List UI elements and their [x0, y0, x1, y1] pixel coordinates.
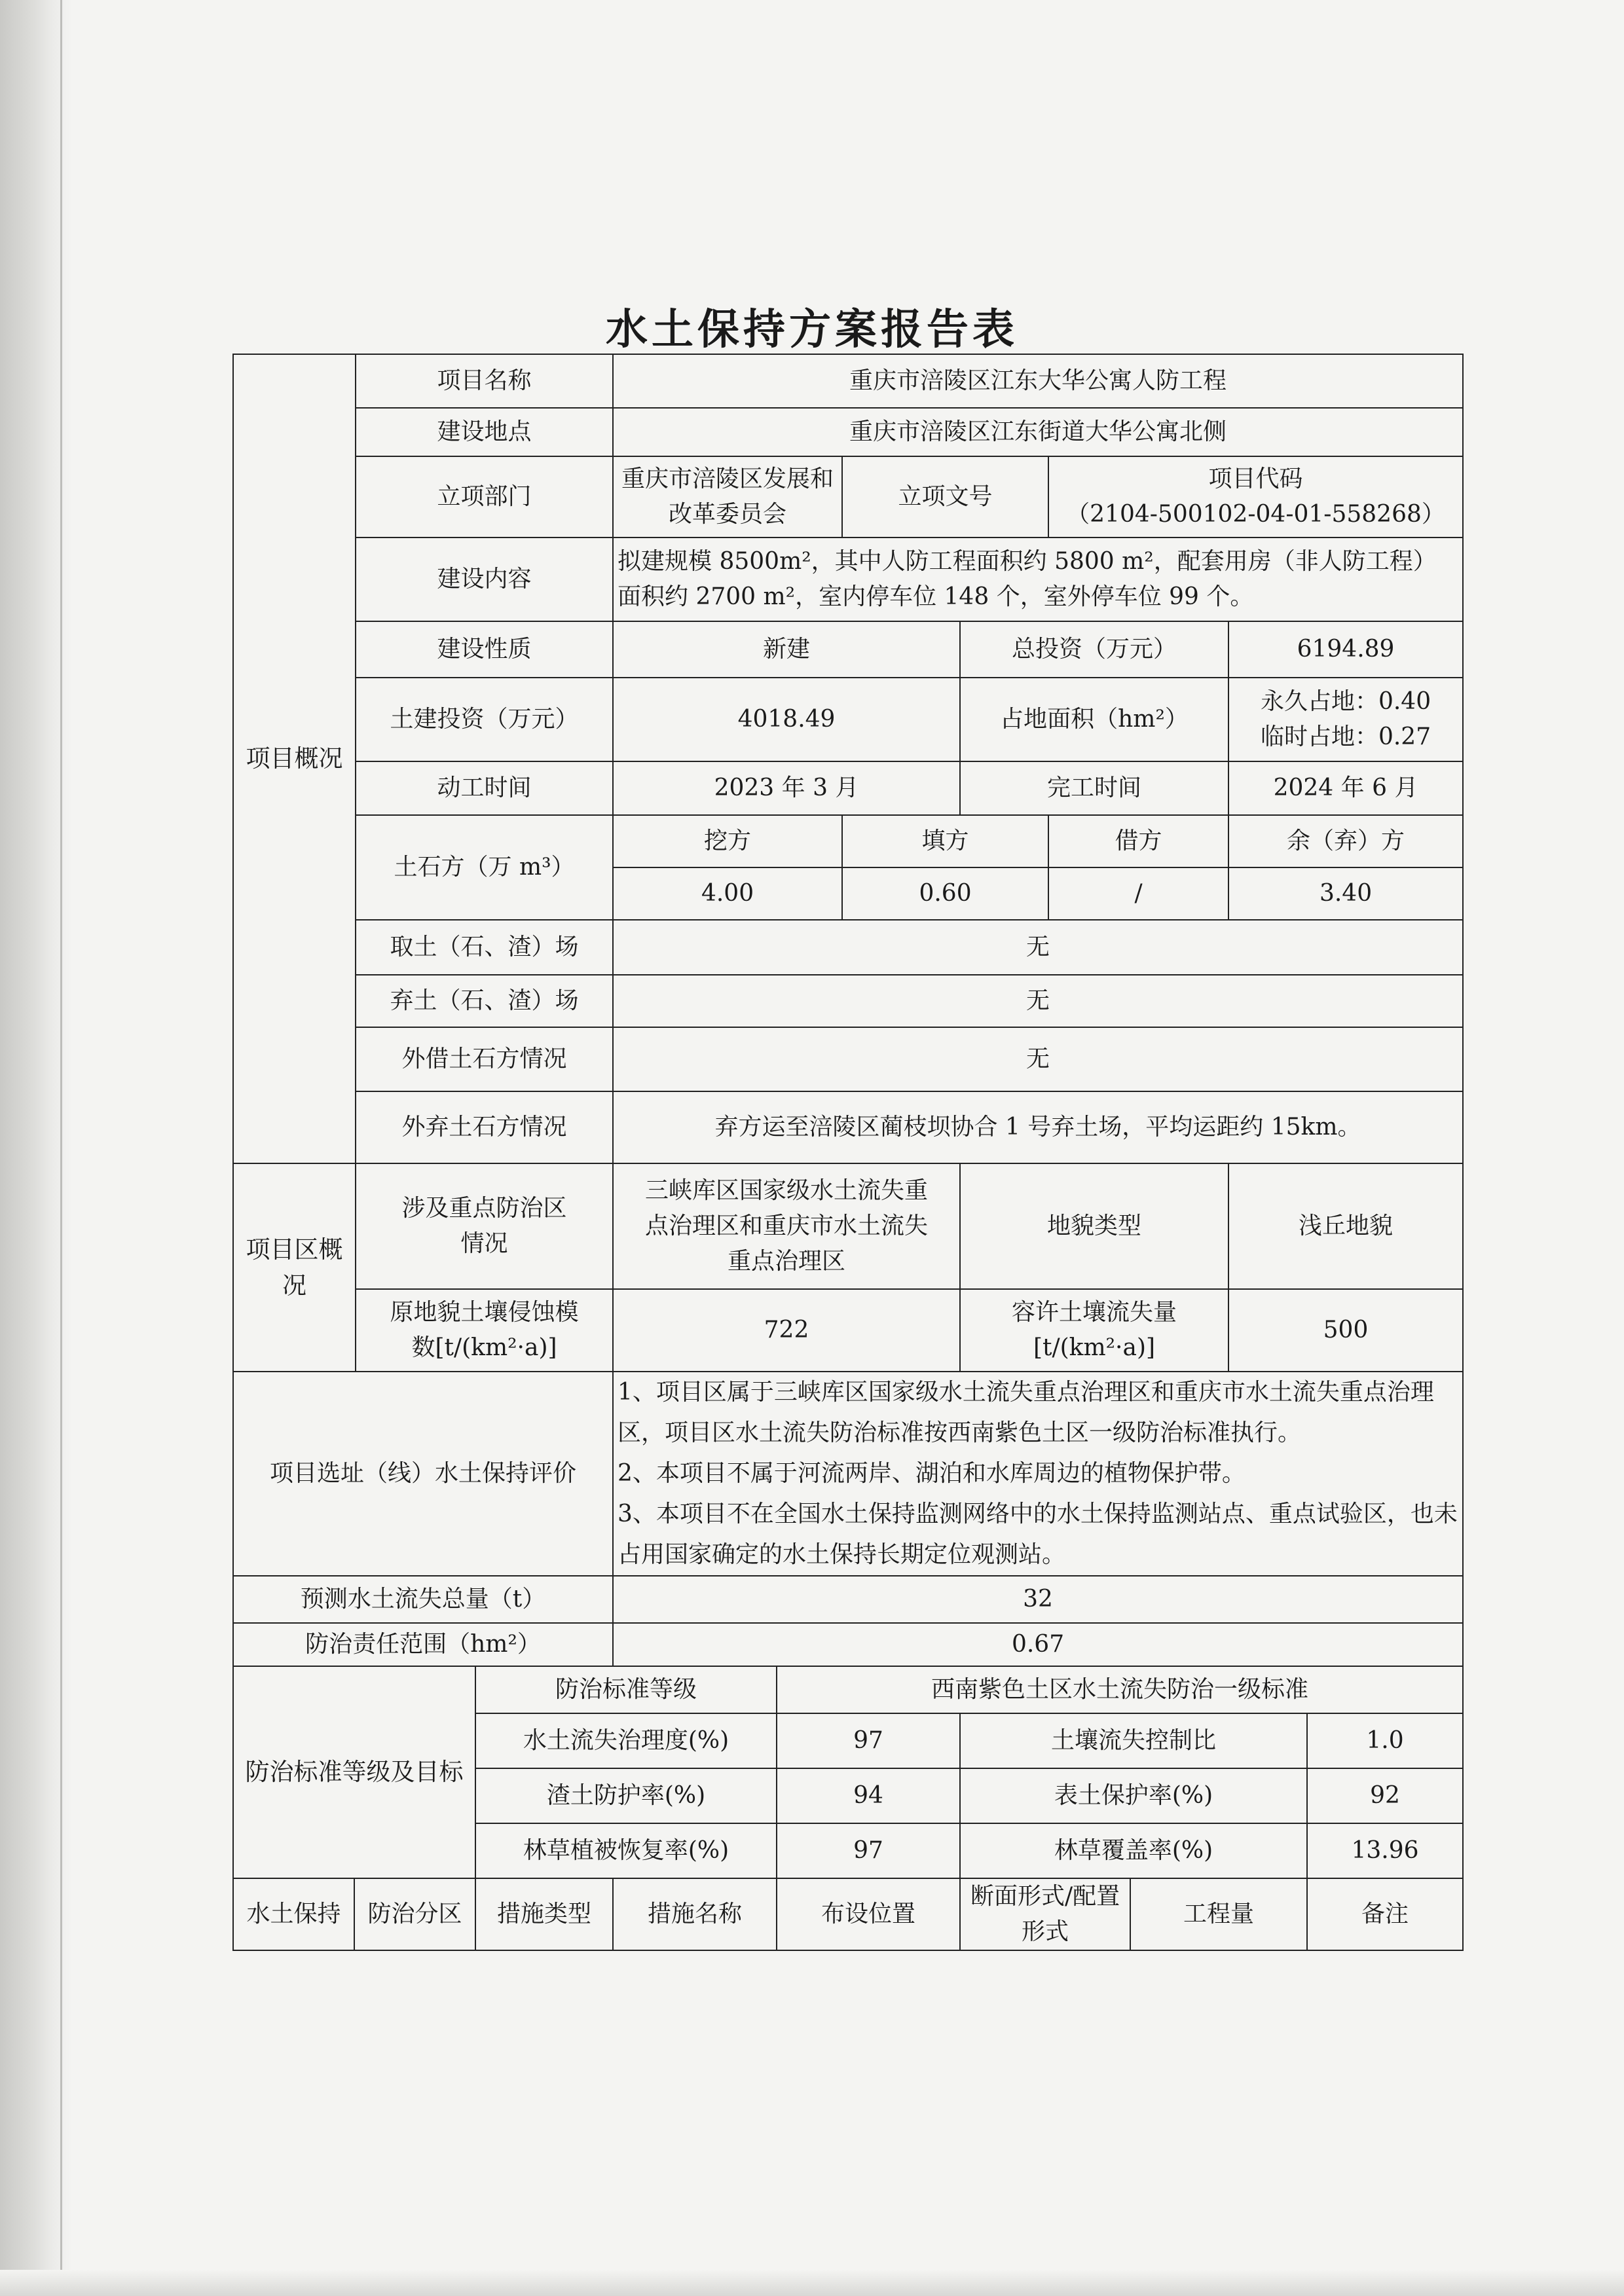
grade-value: 西南紫色土区水土流失防治一级标准	[777, 1666, 1463, 1713]
measures-header-cell: 防治分区	[354, 1878, 475, 1950]
key-zone-value	[613, 1163, 960, 1289]
row-key-zone	[233, 1163, 1463, 1289]
target-label: 林草覆盖率(%)	[960, 1823, 1307, 1878]
key-zone-value-line1: 三峡库区国家级水土流失重	[645, 1177, 929, 1204]
forecast-value: 32	[613, 1576, 1463, 1623]
spoil-value: 3.40	[1228, 867, 1463, 920]
project-code-value: （2104-500102-04-01-558268）	[1066, 501, 1445, 528]
measures-header-cell: 水土保持	[233, 1878, 354, 1950]
erosion-label-line2: 数[t/(km²·a)]	[411, 1334, 557, 1361]
target-value: 97	[777, 1823, 960, 1878]
measures-header-cell: 备注	[1307, 1878, 1463, 1950]
row-department	[233, 456, 1463, 538]
end-value: 2024 年 6 月	[1228, 761, 1463, 815]
cut-value: 4.00	[613, 867, 842, 920]
ext-borrow-value: 无	[613, 1027, 1463, 1091]
land-area-label: 占地面积（hm²）	[960, 678, 1228, 761]
total-invest-value: 6194.89	[1228, 621, 1463, 678]
row-erosion	[233, 1289, 1463, 1372]
row-earthwork-head	[233, 815, 1463, 867]
target-value: 92	[1307, 1768, 1463, 1823]
target-label: 土壤流失控制比	[960, 1713, 1307, 1768]
ext-spoil-value: 弃方运至涪陵区蔺枝坝协合 1 号弃土场，平均运距约 15km。	[613, 1091, 1463, 1163]
row-borrow-site	[233, 920, 1463, 975]
evaluation-label: 项目选址（线）水土保持评价	[233, 1372, 613, 1576]
target-value: 1.0	[1307, 1713, 1463, 1768]
borrow-label: 借方	[1048, 815, 1228, 867]
target-label: 表土保护率(%)	[960, 1768, 1307, 1823]
dept-label: 立项部门	[356, 456, 613, 538]
total-invest-label: 总投资（万元）	[960, 621, 1228, 678]
project-name-label: 项目名称	[356, 354, 613, 408]
row-ext-spoil	[233, 1091, 1463, 1163]
earthwork-label: 土石方（万 m³）	[356, 815, 613, 920]
borrow-site-label: 取土（石、渣）场	[356, 920, 613, 975]
measures-header-cell: 断面形式/配置形式	[960, 1878, 1130, 1950]
target-label: 林草植被恢复率(%)	[475, 1823, 777, 1878]
erosion-value: 722	[613, 1289, 960, 1372]
ext-borrow-label: 外借土石方情况	[356, 1027, 613, 1091]
project-code-label: 项目代码	[1208, 465, 1303, 492]
key-zone-label	[356, 1163, 613, 1289]
row-forecast	[233, 1576, 1463, 1623]
row-content	[233, 538, 1463, 621]
allowed-loss-label	[960, 1289, 1228, 1372]
scope-value: 0.67	[613, 1623, 1463, 1666]
key-zone-value-line3: 重点治理区	[728, 1248, 846, 1275]
allowed-loss-label-line1: 容许土壤流失量	[1012, 1299, 1177, 1326]
borrow-site-value: 无	[613, 920, 1463, 975]
content-label: 建设内容	[356, 538, 613, 621]
key-zone-value-line2: 点治理区和重庆市水土流失	[645, 1212, 929, 1239]
permanent-area: 永久占地：0.40	[1260, 688, 1431, 715]
spoil-label: 余（弃）方	[1228, 815, 1463, 867]
start-value: 2023 年 3 月	[613, 761, 960, 815]
target-label: 水土流失治理度(%)	[475, 1713, 777, 1768]
bottom-shadow	[0, 2270, 1624, 2296]
target-label: 渣土防护率(%)	[475, 1768, 777, 1823]
spoil-site-label: 弃土（石、渣）场	[356, 975, 613, 1027]
section-area: 项目区概况	[233, 1163, 356, 1372]
nature-value: 新建	[613, 621, 960, 678]
location-value: 重庆市涪陵区江东街道大华公寓北侧	[613, 408, 1463, 456]
location-label: 建设地点	[356, 408, 613, 456]
forecast-label: 预测水土流失总量（t）	[233, 1576, 613, 1623]
start-label: 动工时间	[356, 761, 613, 815]
ext-spoil-label: 外弃土石方情况	[356, 1091, 613, 1163]
land-area-cell	[1228, 678, 1463, 761]
fill-label: 填方	[842, 815, 1048, 867]
erosion-label	[356, 1289, 613, 1372]
scope-label: 防治责任范围（hm²）	[233, 1623, 613, 1666]
target-value: 13.96	[1307, 1823, 1463, 1878]
document-title: 水土保持方案报告表	[606, 305, 1018, 354]
end-label: 完工时间	[960, 761, 1228, 815]
project-code-cell	[1048, 456, 1463, 538]
spoil-site-value: 无	[613, 975, 1463, 1027]
target-value: 97	[777, 1713, 960, 1768]
target-value: 94	[777, 1768, 960, 1823]
content-value: 拟建规模 8500m²，其中人防工程面积约 5800 m²，配套用房（非人防工程）面积约 2700 m²，室内停车位 148 个，室外停车位 99 个。	[613, 538, 1463, 621]
row-civil-invest	[233, 678, 1463, 761]
landform-value: 浅丘地貌	[1228, 1163, 1463, 1289]
key-zone-label-line1: 涉及重点防治区	[401, 1195, 567, 1222]
measures-header-cell: 措施类型	[475, 1878, 613, 1950]
row-location	[233, 408, 1463, 456]
row-project-name	[233, 354, 1463, 408]
section-overview: 项目概况	[233, 354, 356, 1163]
cut-label: 挖方	[613, 815, 842, 867]
allowed-loss-value: 500	[1228, 1289, 1463, 1372]
temporary-area: 临时占地：0.27	[1260, 723, 1431, 750]
nature-label: 建设性质	[356, 621, 613, 678]
project-name-value: 重庆市涪陵区江东大华公寓人防工程	[613, 354, 1463, 408]
borrow-value: /	[1048, 867, 1228, 920]
erosion-label-line1: 原地貌土壤侵蚀模	[390, 1299, 579, 1326]
row-measures-header	[233, 1878, 1463, 1950]
doc-number-label: 立项文号	[842, 456, 1048, 538]
row-nature	[233, 621, 1463, 678]
row-scope	[233, 1623, 1463, 1666]
section-standard: 防治标准等级及目标	[233, 1666, 475, 1878]
report-table	[232, 354, 1464, 1951]
civil-invest-value: 4018.49	[613, 678, 960, 761]
civil-invest-label: 土建投资（万元）	[356, 678, 613, 761]
measures-header-cell: 布设位置	[777, 1878, 960, 1950]
row-ext-borrow	[233, 1027, 1463, 1091]
measures-header-cell: 措施名称	[613, 1878, 777, 1950]
fill-value: 0.60	[842, 867, 1048, 920]
row-spoil-site	[233, 975, 1463, 1027]
grade-label: 防治标准等级	[475, 1666, 777, 1713]
row-evaluation	[233, 1372, 1463, 1576]
allowed-loss-label-line2: [t/(km²·a)]	[1033, 1334, 1156, 1361]
evaluation-text: 1、项目区属于三峡库区国家级水土流失重点治理区和重庆市水土流失重点治理区，项目区水土流失防治标准按西南紫色土区一级防治标准执行。 2、本项目不属于河流两岸、湖泊和水库周边的植物保护带。 3、本项目不在全国水土保持监测网络中的水土保持监测站点、重点试验区，也未占用国家确定的水土保持长期定位观测站。	[613, 1372, 1463, 1576]
landform-label: 地貌类型	[960, 1163, 1228, 1289]
key-zone-label-line2: 情况	[460, 1230, 508, 1257]
measures-header-cell: 工程量	[1130, 1878, 1307, 1950]
dept-value: 重庆市涪陵区发展和改革委员会	[613, 456, 842, 538]
row-schedule	[233, 761, 1463, 815]
row-grade	[233, 1666, 1463, 1713]
